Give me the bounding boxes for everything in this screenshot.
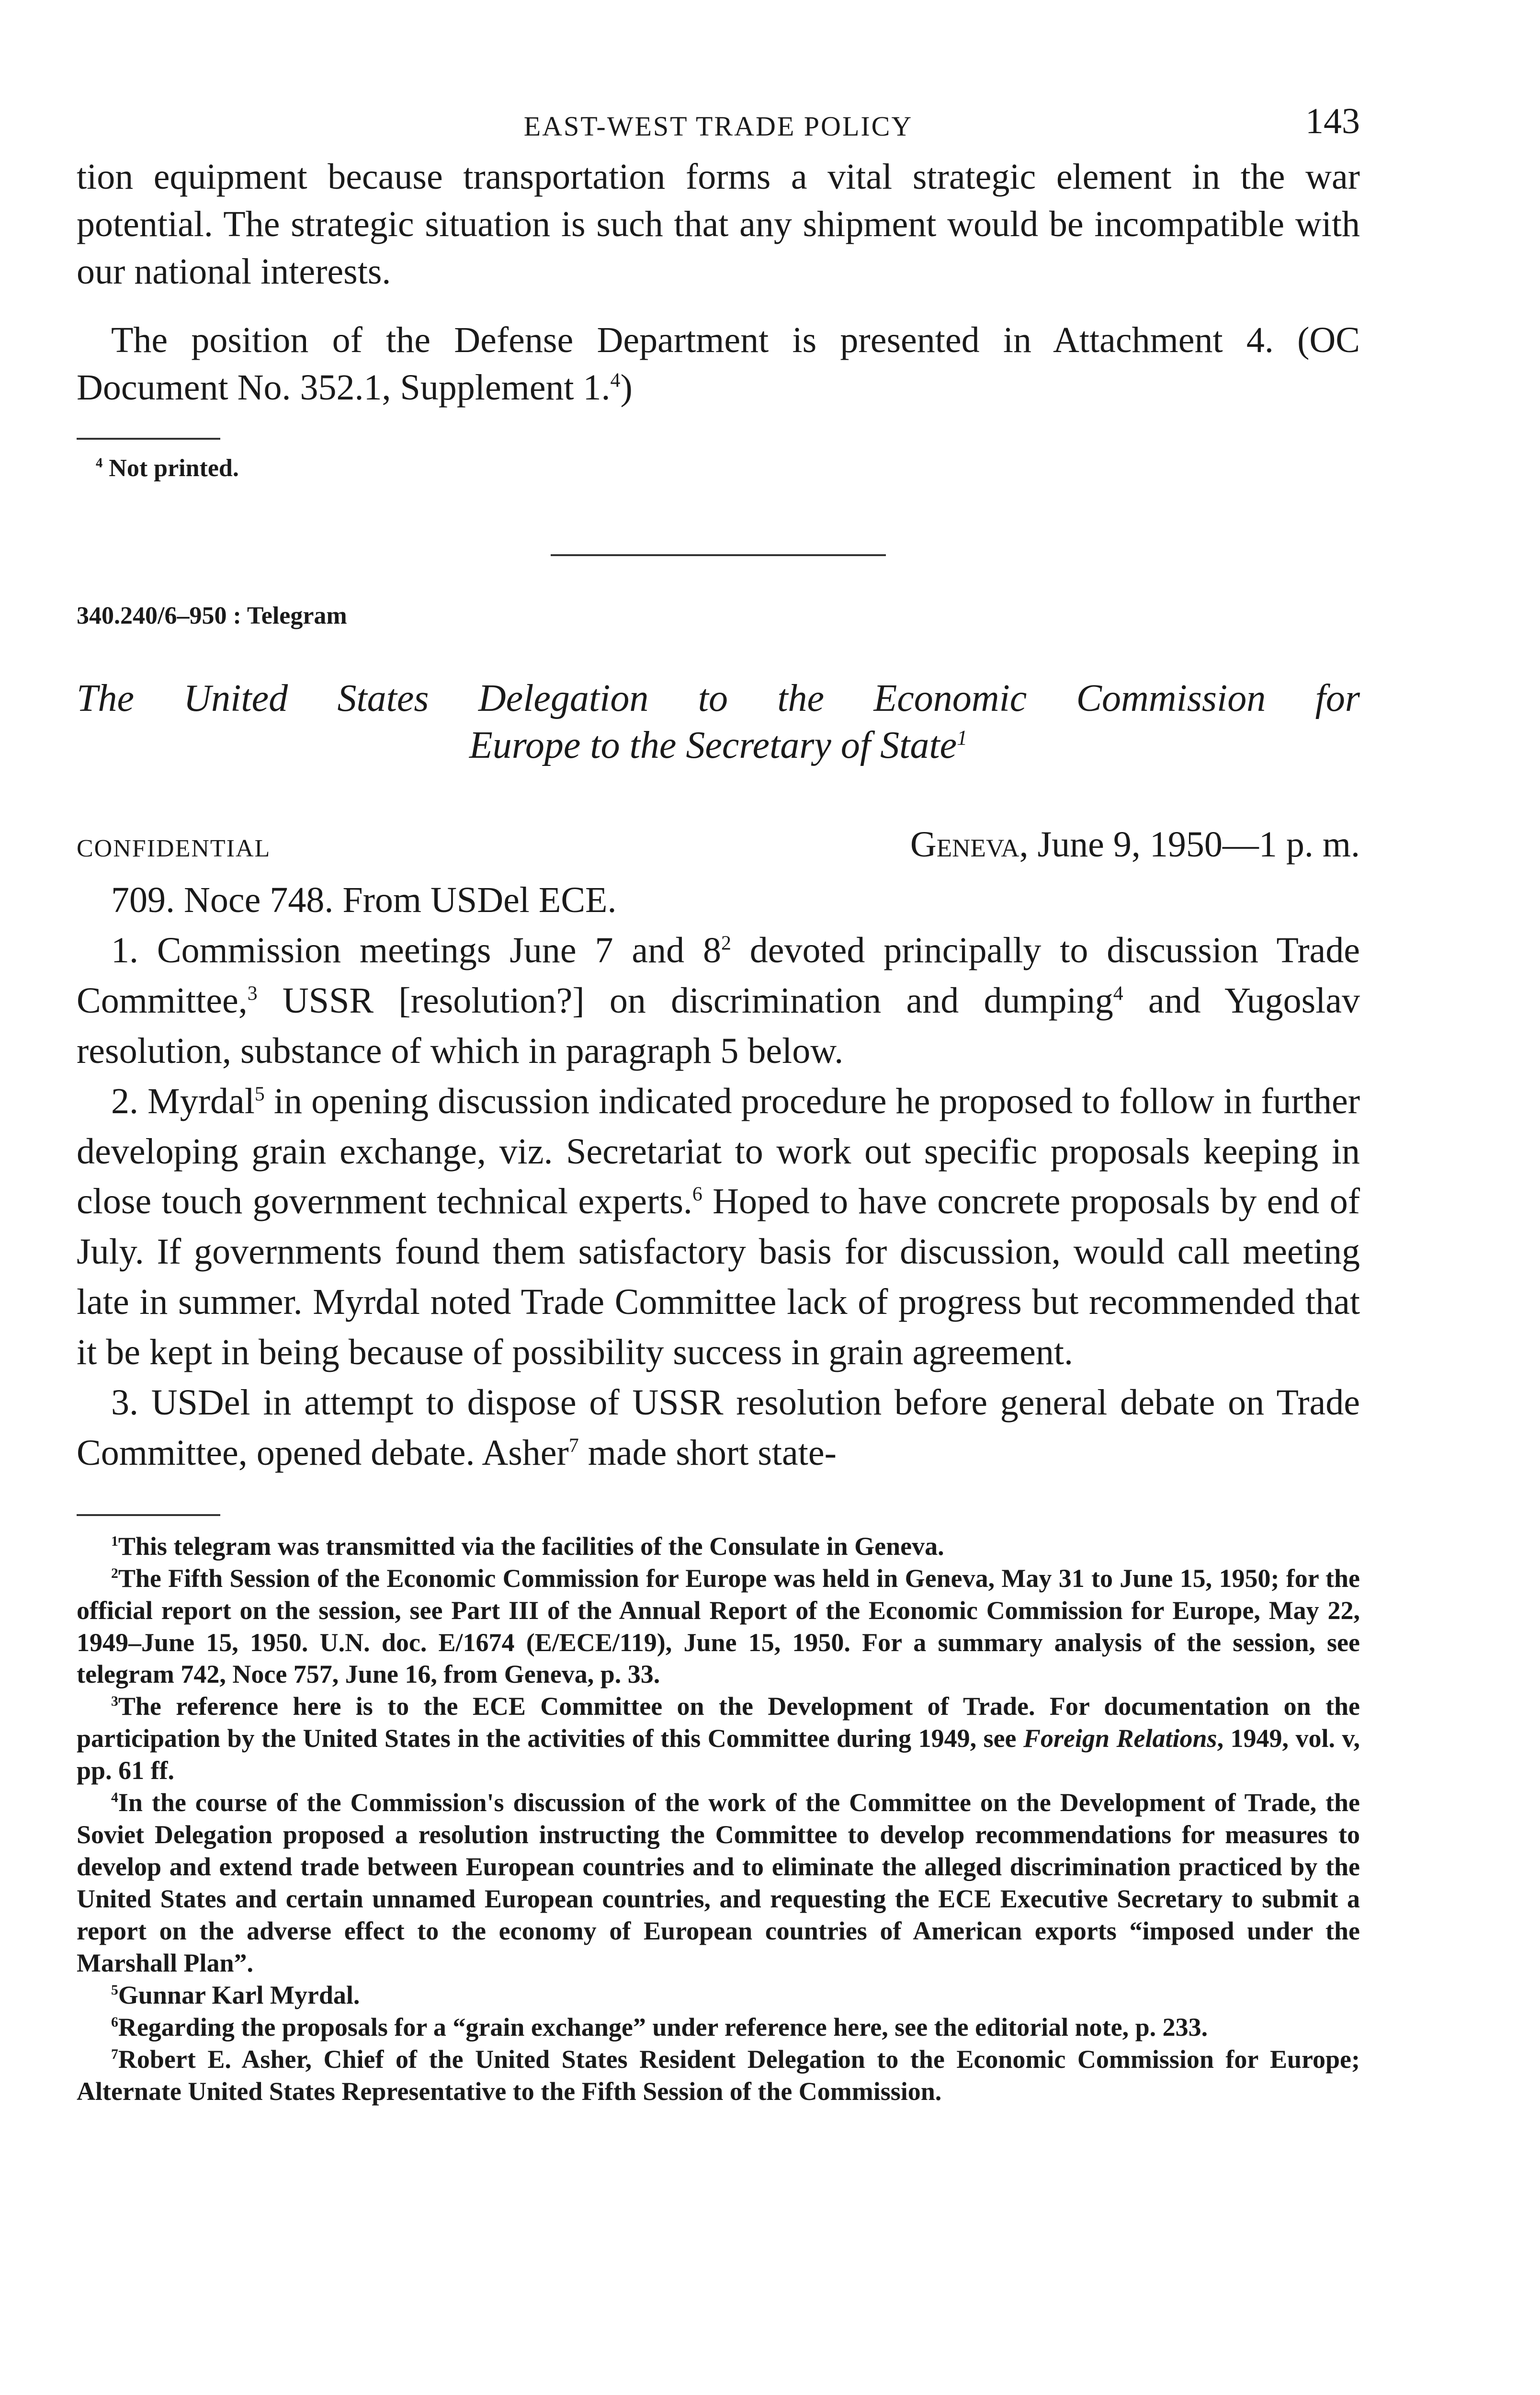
- footnote-1: [77, 1530, 1360, 1562]
- footnote-mark-4-a: 4: [96, 456, 103, 471]
- footnote-5: [77, 1979, 1360, 2011]
- footnote-3-text-a: The reference here is to the ECE Committee on the Development of Trade. For documentation on the participation by the United States in the activities of this Committee during 1949, see: [77, 1692, 1360, 1753]
- dateline: [910, 824, 1360, 866]
- defense-position-paragraph: [77, 317, 1360, 411]
- footnote-ref-2: 2: [721, 932, 731, 955]
- telegram-para-2: [77, 1076, 1360, 1378]
- footnote-mark-7: 7: [111, 2046, 118, 2062]
- footnote-6: [77, 2011, 1360, 2043]
- footnote-7-text: Robert E. Asher, Chief of the United States Resident Delegation to the Economic Commission for Europe; Alternate United States Representative to the Fifth Session of the Commission.: [77, 2044, 1360, 2106]
- telegram-para-2-b: in opening discussion indicated procedure he proposed to follow in further developing grain exchange, viz. Secretariat to work out specific proposals keeping in close touch government technical experts.: [77, 1081, 1360, 1222]
- telegram-para-1: [77, 925, 1360, 1076]
- footnote-4: [77, 1787, 1360, 1979]
- footnote-ref-5: 5: [254, 1083, 265, 1106]
- document-title-line-1: The United States Delegation to the Economic Commission for: [77, 677, 1360, 719]
- footnote-ref-6: 6: [692, 1184, 702, 1206]
- telegram-para-1-d: and Yugoslav resolution, substance of which in paragraph 5 below.: [77, 980, 1360, 1071]
- footnote-mark-3: 3: [111, 1694, 118, 1710]
- classification-label: CONFIDENTIAL: [77, 835, 271, 863]
- footnote-not-printed-text: Not printed.: [102, 454, 239, 482]
- running-head: [77, 101, 1360, 153]
- footnote-2: [77, 1562, 1360, 1691]
- footnote-rule-top: [77, 438, 220, 440]
- footnote-3-italic: Foreign Relations: [1023, 1724, 1217, 1753]
- telegram-para-3: [77, 1378, 1360, 1478]
- footnote-1-text: This telegram was transmitted via the facilities of the Consulate in Geneva.: [118, 1531, 944, 1561]
- telegram-body: [77, 875, 1360, 1478]
- document-title: [77, 675, 1360, 769]
- footnote-ref-1: 1: [957, 725, 968, 749]
- carryover-paragraph: tion equipment because transportation forms a vital strategic element in the war potential. The strategic situation is such that any shipment would be incompatible with our national interests.: [77, 157, 1360, 292]
- footnote-mark-1: 1: [111, 1533, 118, 1549]
- footnote-3: [77, 1690, 1360, 1787]
- telegram-para-3-a: 3. USDel in attempt to dispose of USSR resolution before general debate on Trade Committee, opened debate. Asher: [77, 1382, 1360, 1473]
- dateline-place: Geneva: [910, 824, 1019, 865]
- defense-position-end: ): [620, 367, 633, 408]
- footnote-not-printed: [96, 454, 1360, 482]
- footnote-2-text: The Fifth Session of the Economic Commission for Europe was held in Geneva, May 31 to June 15, 1950; for the official report on the session, see Part III of the Annual Report of the Economic Commission for Europe, May 22, 1949–June 15, 1950. U.N. doc. E/1674 (E/ECE/119), June 15, 1950. For a summary analysis of the session, see telegram 742, Noce 757, June 16, from Geneva, p. 33.: [77, 1563, 1360, 1689]
- telegram-para-3-b: made short state-: [578, 1432, 837, 1473]
- file-reference: 340.240/6–950 : Telegram: [77, 602, 347, 629]
- footnote-ref-7: 7: [568, 1435, 579, 1457]
- document-title-line-2: [77, 722, 1360, 769]
- footnote-mark-4: 4: [111, 1790, 118, 1806]
- footnote-ref-3: 3: [247, 982, 258, 1005]
- footnote-mark-5: 5: [111, 1983, 118, 1998]
- dateline-row: [77, 824, 1360, 866]
- telegram-para-1-b: devoted principally to discussion Trade Committee,: [77, 930, 1360, 1021]
- footnote-rule: [77, 1514, 220, 1516]
- footnote-mark-6: 6: [111, 2014, 118, 2030]
- document-page: [77, 101, 1360, 2108]
- page-number: 143: [1305, 101, 1360, 141]
- footnote-6-text: Regarding the proposals for a “grain exchange” under reference here, see the editorial note, p. 233.: [118, 2012, 1208, 2041]
- telegram-para-1-a: 1. Commission meetings June 7 and 8: [111, 930, 721, 971]
- footnote-7: [77, 2043, 1360, 2108]
- footnote-5-text: Gunnar Karl Myrdal.: [118, 1981, 360, 2010]
- telegram-para-0: 709. Noce 748. From USDel ECE.: [111, 880, 617, 921]
- telegram-para-1-c: USSR [resolution?] on discrimination and dumping: [257, 980, 1113, 1021]
- defense-position-text: The position of the Defense Department is presented in Attachment 4. (OC Document No. 352.1, Supplement 1.: [77, 320, 1360, 408]
- footnote-3-text-b: , 1949, vol. v, pp. 61 ff.: [77, 1724, 1360, 1785]
- footnote-4-text: In the course of the Commission's discussion of the work of the Committee on the Development of Trade, the Soviet Delegation proposed a resolution instructing the Committee to develop recommendations for measures to develop and extend trade between European countries and to eliminate the alleged discrimination practiced by the United States and certain unnamed European countries, and requesting the ECE Executive Secretary to submit a report on the adverse effect to the economy of European countries of American exports “imposed under the Marshall Plan”.: [77, 1788, 1360, 1978]
- running-title: EAST-WEST TRADE POLICY: [523, 111, 913, 142]
- dateline-date: , June 9, 1950—1 p. m.: [1019, 824, 1360, 865]
- telegram-para-2-a: 2. Myrdal: [111, 1081, 255, 1121]
- footnote-mark-2: 2: [111, 1565, 118, 1581]
- section-divider: [551, 554, 886, 556]
- footnote-ref-4-a: 4: [610, 369, 621, 392]
- footnote-ref-4: 4: [1113, 982, 1123, 1005]
- footnotes: [77, 1530, 1360, 2108]
- document-title-line-2-text: Europe to the Secretary of State: [469, 724, 957, 766]
- telegram-para-2-c: Hoped to have concrete proposals by end of July. If governments found them satisfactory basis for discussion, would call meeting late in summer. Myrdal noted Trade Committee lack of progress but recommended that it be kept in being because of possibility success in grain agreement.: [77, 1181, 1360, 1373]
